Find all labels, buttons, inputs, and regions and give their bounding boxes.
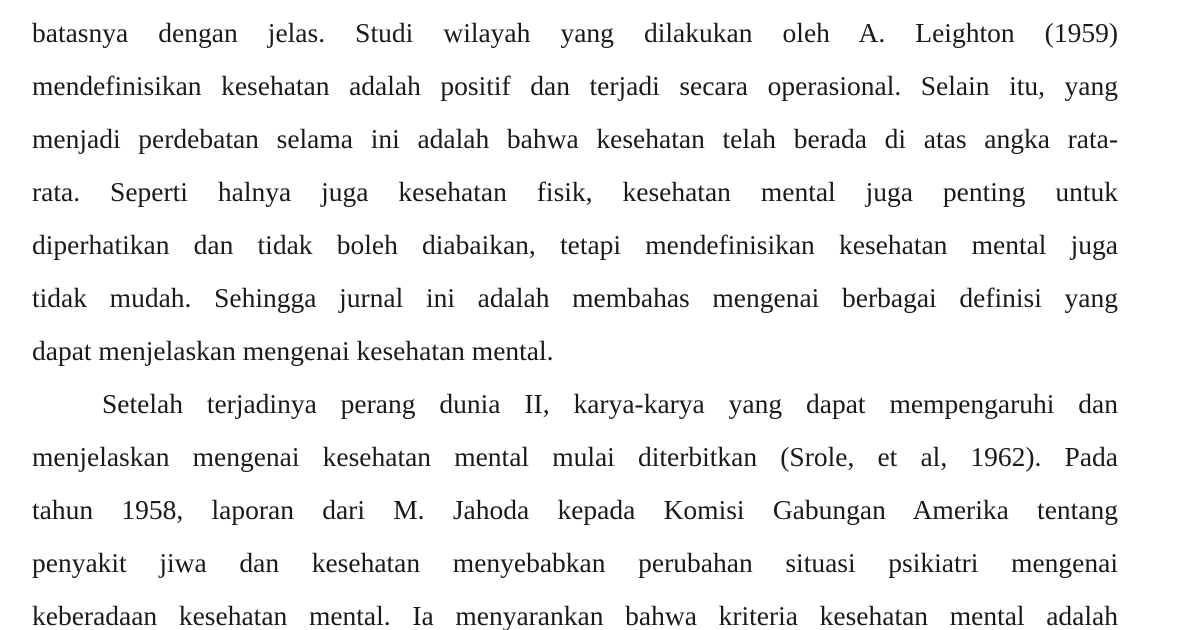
text-line: menjelaskan mengenai kesehatan mental mulai diterbitkan (Srole, et al, 1962). Pada (32, 441, 1118, 472)
text-line: rata. Seperti halnya juga kesehatan fisik, kesehatan mental juga penting untuk (32, 176, 1118, 207)
text-line: tidak mudah. Sehingga jurnal ini adalah membahas mengenai berbagai definisi yang (32, 282, 1118, 313)
text-line: batasnya dengan jelas. Studi wilayah yang dilakukan oleh A. Leighton (1959) (32, 17, 1118, 48)
text-line: penyakit jiwa dan kesehatan menyebabkan perubahan situasi psikiatri mengenai (32, 547, 1118, 578)
paragraph (32, 6, 1118, 377)
paragraph (32, 377, 1118, 630)
text-line: mendefinisikan kesehatan adalah positif dan terjadi secara operasional. Selain itu, yang (32, 70, 1118, 101)
text-line: diperhatikan dan tidak boleh diabaikan, tetapi mendefinisikan kesehatan mental juga (32, 229, 1118, 260)
text-line: tahun 1958, laporan dari M. Jahoda kepada Komisi Gabungan Amerika tentang (32, 494, 1118, 525)
document-body (32, 6, 1118, 630)
text-line: dapat menjelaskan mengenai kesehatan mental. (32, 335, 554, 366)
text-line: menjadi perdebatan selama ini adalah bahwa kesehatan telah berada di atas angka rata- (32, 123, 1118, 154)
text-line: keberadaan kesehatan mental. Ia menyarankan bahwa kriteria kesehatan mental adalah (32, 600, 1118, 630)
text-line: Setelah terjadinya perang dunia II, karya-karya yang dapat mempengaruhi dan (102, 388, 1118, 419)
